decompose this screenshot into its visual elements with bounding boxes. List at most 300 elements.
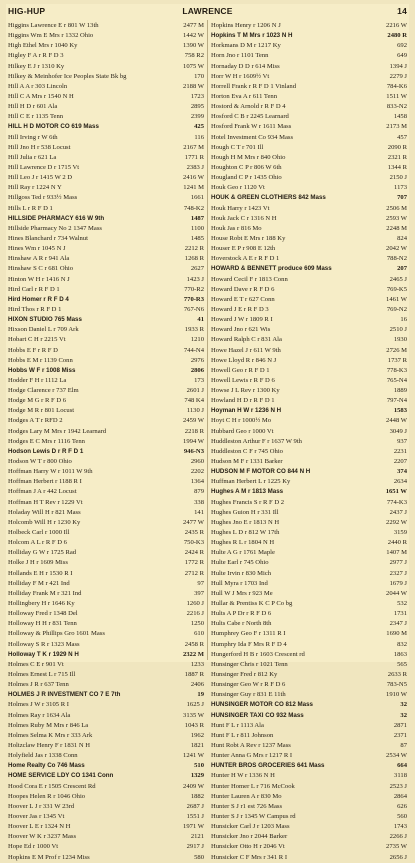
listing-name: Home Realty Co 746 Mass xyxy=(8,762,85,770)
listing-entry xyxy=(8,214,204,224)
listing-name: Hull W J Mrs r 923 Me xyxy=(211,589,273,597)
listing-name: Hunter Lauren A r 830 Mo xyxy=(211,792,282,800)
listing-phone: 2534 W xyxy=(386,752,407,760)
listing-entry xyxy=(8,163,204,173)
listing-name: Hill Lawrence D r 1715 Vt xyxy=(8,163,80,171)
listing-entry xyxy=(211,315,407,325)
listing-name: HILL H D MOTOR CO 619 Mass xyxy=(8,123,99,131)
listing-phone: 1241 W xyxy=(183,752,204,760)
listing-entry xyxy=(211,173,407,183)
listing-phone: 2248 M xyxy=(386,224,407,232)
listing-entry xyxy=(211,558,407,568)
listing-entry xyxy=(211,569,407,579)
listing-entry xyxy=(8,569,204,579)
listing-phone: 2477 M xyxy=(183,22,204,29)
listing-phone: 1994 W xyxy=(183,437,204,445)
listing-entry xyxy=(211,457,407,467)
listing-phone: 2656 J xyxy=(389,853,407,861)
listing-entry xyxy=(8,538,204,548)
listing-entry xyxy=(211,822,407,832)
listing-name: Howland H D r R F D 1 xyxy=(211,397,275,405)
listing-entry xyxy=(8,518,204,528)
listing-phone: 2292 W xyxy=(386,518,407,526)
listing-phone: 770-R2 xyxy=(184,285,204,293)
listing-entry xyxy=(8,62,204,72)
listing-name: Holmes J R r 637 Tenn xyxy=(8,681,69,689)
listing-phone: 767-N6 xyxy=(183,305,204,313)
listing-phone: 824 xyxy=(397,234,407,242)
listing-phone: 2347 J xyxy=(389,620,407,628)
listing-phone: 2477 W xyxy=(183,518,204,526)
listing-phone: 610 xyxy=(194,630,204,638)
listing-phone: 2406 xyxy=(190,681,204,689)
listing-name: Hoverstock A E r R F D 1 xyxy=(211,255,280,263)
listing-entry xyxy=(211,447,407,457)
listing-name: Horr W H r 1609½ Vt xyxy=(211,72,270,80)
listing-entry xyxy=(211,589,407,599)
listing-name: Hoover Jas r 1345 Vt xyxy=(8,812,65,820)
listing-entry xyxy=(211,112,407,122)
listing-entry xyxy=(8,264,204,274)
listing-name: Howard E T r 627 Conn xyxy=(211,295,275,303)
listing-phone: 2627 xyxy=(190,265,204,273)
listing-name: Hough C T r 701 Ill xyxy=(211,143,264,151)
listing-entry xyxy=(211,224,407,234)
listing-entry xyxy=(8,690,204,700)
listing-entry xyxy=(8,832,204,842)
listing-entry xyxy=(8,467,204,477)
listing-entry xyxy=(8,558,204,568)
listing-entry xyxy=(211,467,407,477)
listing-entry xyxy=(8,427,204,437)
listing-entry xyxy=(211,842,407,852)
listing-entry xyxy=(211,619,407,629)
listing-entry xyxy=(8,680,204,690)
listing-name: Hilkey & Meinhofer Ice Peoples State Bk bg xyxy=(8,72,127,80)
listing-phone: 2523 J xyxy=(389,782,407,790)
listing-phone: 2042 W xyxy=(386,245,407,253)
listing-name: Hollingbery H r 1646 Ky xyxy=(8,600,75,608)
listing-name: Hodson Lewis D r R F D 1 xyxy=(8,447,84,455)
listing-phone: 1971 W xyxy=(183,823,204,831)
listing-name: Hill Irving r W 6th xyxy=(8,133,58,141)
listing-phone: 2593 W xyxy=(386,214,407,222)
listing-name: Hoover L J r 331 W 23rd xyxy=(8,802,75,810)
listing-phone: 2207 xyxy=(393,458,407,466)
listing-entry xyxy=(211,285,407,295)
listing-name: Holcom A L r R F D 6 xyxy=(8,539,67,547)
listing-name: HUDSON M F MOTOR CO 844 N H xyxy=(211,468,311,476)
listing-name: Hougland C P r 1435 Ohio xyxy=(211,174,282,182)
listing-name: Hodge M R r 801 Locust xyxy=(8,407,75,415)
listing-name: Houk Geo r 1120 Vt xyxy=(211,184,265,192)
listing-entry xyxy=(8,629,204,639)
listing-entry xyxy=(211,305,407,315)
listing-name: Huffman Herbert L r 1225 Ky xyxy=(211,478,291,486)
listing-entry xyxy=(211,802,407,812)
listing-name: Howard Cecil F r 1813 Conn xyxy=(211,275,288,283)
listing-name: Horton Eva A r 611 Tenn xyxy=(211,92,278,100)
listing-name: Hunsinger Guy r 831 E 11th xyxy=(211,691,286,699)
listing-phone: 1551 J xyxy=(186,812,204,820)
listing-entry xyxy=(8,711,204,721)
listing-entry xyxy=(211,528,407,538)
listing-entry xyxy=(8,508,204,518)
listing-entry xyxy=(211,204,407,214)
listing-name: HUNSINGER TAXI CO 932 Mass xyxy=(211,711,304,719)
listing-name: Hill Ray r 1224 N Y xyxy=(8,184,62,192)
page-number: 14 xyxy=(397,6,407,16)
listing-name: HILLSIDE PHARMACY 616 W 9th xyxy=(8,214,105,222)
listing-phone: 744-N4 xyxy=(183,346,204,354)
listing-entry xyxy=(8,133,204,143)
listing-name: Hodge Clarence r 737 Elm xyxy=(8,387,79,395)
listing-phone: 2044 W xyxy=(386,589,407,597)
listing-phone: 16 xyxy=(400,316,407,324)
listing-phone: 2327 J xyxy=(389,569,407,577)
listing-name: Hunsinger Geo W r R F D 6 xyxy=(211,681,286,689)
listing-name: Holliday G W r 1725 Rad xyxy=(8,549,77,557)
listing-name: Hillside Pharmacy No 2 1347 Mass xyxy=(8,224,102,232)
listing-phone: 1130 J xyxy=(186,407,204,415)
listing-entry xyxy=(211,629,407,639)
listing-entry xyxy=(211,376,407,386)
listing-phone: 748-K2 xyxy=(183,204,204,212)
listing-name: Hornaday D D r 614 Miss xyxy=(211,62,280,70)
listing-name: Hunsicker C F Mrs r 341 R I xyxy=(211,853,288,861)
listing-name: Hunsicker Carl J r 1203 Mass xyxy=(211,823,290,831)
listing-entry xyxy=(211,792,407,802)
listing-phone: 784-K6 xyxy=(386,82,407,90)
listing-entry xyxy=(211,133,407,143)
listing-phone: 2090 R xyxy=(387,143,407,151)
listing-entry xyxy=(211,731,407,741)
listing-entry xyxy=(211,538,407,548)
listing-phone: 649 xyxy=(397,52,407,60)
listing-phone: 2510 J xyxy=(389,326,407,334)
listing-name: Humphrey Geo F r 1311 R I xyxy=(211,630,286,638)
listing-phone: 1743 xyxy=(393,823,407,831)
listing-phone: 2383 J xyxy=(186,163,204,171)
listing-name: Hughes Guion H r 331 Ill xyxy=(211,508,279,516)
listing-phone: 1173 xyxy=(394,184,407,192)
listing-entry xyxy=(8,92,204,102)
listing-phone: 1458 xyxy=(393,113,407,121)
listing-entry xyxy=(211,660,407,670)
listing-entry xyxy=(8,670,204,680)
listing-phone: 2895 xyxy=(190,103,204,111)
listing-name: Hopkins E M Prof r 1234 Miss xyxy=(8,853,90,861)
listing-entry xyxy=(8,822,204,832)
listing-name: Hill C E r 1135 Tenn xyxy=(8,113,64,121)
listing-entry xyxy=(8,731,204,741)
listing-entry xyxy=(8,406,204,416)
listing-name: Hulte Irvin r 830 Mich xyxy=(211,569,272,577)
listing-name: Hilkey E J r 1310 Ky xyxy=(8,62,65,70)
listing-entry xyxy=(211,41,407,51)
right-column xyxy=(211,21,407,863)
listing-name: Holloway Fred r 1348 Del xyxy=(8,610,78,618)
listing-entry xyxy=(211,721,407,731)
listing-name: Holliday F M r 421 Ind xyxy=(8,579,70,587)
listing-entry xyxy=(211,92,407,102)
listing-name: Hosford Frank W r 1611 Mass xyxy=(211,123,292,131)
listing-phone: 1962 xyxy=(190,731,204,739)
listing-entry xyxy=(8,782,204,792)
listing-name: Humphry Ida F Mrs R F D 4 xyxy=(211,640,287,648)
listing-entry xyxy=(211,346,407,356)
listing-name: Holmes Ruby M Mrs r 846 La xyxy=(8,721,89,729)
listing-phone: 1583 xyxy=(393,407,407,415)
listing-phone: 748 K4 xyxy=(184,397,204,405)
listing-name: Hull Myra r 1703 Ind xyxy=(211,579,268,587)
listing-phone: 2864 xyxy=(393,792,407,800)
listing-phone: 2601 J xyxy=(186,387,204,395)
listing-name: Howard J E r R F D 3 xyxy=(211,305,269,313)
listing-phone: 2216 J xyxy=(186,610,204,618)
listing-name: Howe Lloyd R r 846 N J xyxy=(211,356,277,364)
listing-name: Hoover L E r 1324 N H xyxy=(8,823,71,831)
listing-phone: 778-K3 xyxy=(386,366,407,374)
listing-phone: 2321 R xyxy=(387,153,407,161)
listing-entry xyxy=(211,356,407,366)
listing-name: Hulte Earl r 745 Ohio xyxy=(211,559,269,567)
listing-entry xyxy=(211,437,407,447)
listing-phone: 879 xyxy=(194,488,204,496)
listing-name: Holliday Frank M r 321 Ind xyxy=(8,589,82,597)
listing-entry xyxy=(211,751,407,761)
listing-entry xyxy=(211,680,407,690)
listing-name: Houk Jas r 816 Mo xyxy=(211,224,262,232)
listing-entry xyxy=(211,72,407,82)
listing-name: Holloway S R r 1323 Mass xyxy=(8,640,80,648)
listing-phone: 1930 xyxy=(393,336,407,344)
listing-phone: 1442 W xyxy=(183,32,204,40)
listing-entry xyxy=(8,254,204,264)
listing-phone: 2399 xyxy=(190,113,204,121)
listing-phone: 532 xyxy=(397,600,407,608)
listing-entry xyxy=(211,782,407,792)
listing-name: Hill Leo J r 1415 W 2 D xyxy=(8,174,73,182)
listing-name: Hixson Daniel L r 709 Ark xyxy=(8,326,79,334)
listing-phone: 2977 J xyxy=(389,559,407,567)
listing-name: Hobart C H r 2215 Vt xyxy=(8,336,66,344)
listing-phone: 141 xyxy=(194,508,204,516)
listing-phone: 1882 xyxy=(190,792,204,800)
listing-phone: 1390 W xyxy=(183,42,204,50)
listing-name: Hoopes Helen R r 1046 Ohio xyxy=(8,792,86,800)
listing-entry xyxy=(8,21,204,31)
listing-entry xyxy=(211,741,407,751)
listing-phone: 707 xyxy=(397,194,407,202)
listing-phone: 397 xyxy=(194,589,204,597)
listing-phone: 2960 xyxy=(190,458,204,466)
listing-name: Howell Geo r R F D 1 xyxy=(211,366,270,374)
listing-phone: 750-K3 xyxy=(183,539,204,547)
listing-phone: 626 xyxy=(397,802,407,810)
listing-entry xyxy=(8,356,204,366)
listing-entry xyxy=(211,386,407,396)
listing-phone: 1772 R xyxy=(184,559,204,567)
directory-page xyxy=(6,4,409,861)
listing-phone: 769-N2 xyxy=(386,305,407,313)
listing-name: Hill C A Mrs r 1540 N H xyxy=(8,92,74,100)
listing-name: Hulte A G r 1761 Maple xyxy=(211,549,275,557)
listing-phone: 1933 R xyxy=(184,326,204,334)
listing-entry xyxy=(8,477,204,487)
listing-name: Houghton C P r 806 W 6th xyxy=(211,163,282,171)
listing-entry xyxy=(211,31,407,41)
listing-entry xyxy=(8,335,204,345)
listing-entry xyxy=(8,599,204,609)
listing-phone: 3118 xyxy=(394,772,407,780)
listing-phone: 2173 M xyxy=(386,123,407,131)
listing-entry xyxy=(8,579,204,589)
listing-entry xyxy=(8,487,204,497)
listing-phone: 1661 xyxy=(190,194,204,202)
listing-name: Higley F A r R F D 3 xyxy=(8,52,64,60)
listing-entry xyxy=(8,548,204,558)
listing-phone: 3135 W xyxy=(183,711,204,719)
listing-name: HIXON STUDIO 765 Mass xyxy=(8,316,82,324)
listing-name: Hodges E C Mrs r 1116 Tenn xyxy=(8,437,85,445)
listing-name: Hinton W H r 1416 N J xyxy=(8,275,70,283)
listing-phone: 207 xyxy=(397,265,407,273)
listing-phone: 1651 W xyxy=(385,488,407,496)
listing-phone: 2735 W xyxy=(386,843,407,851)
listing-entry xyxy=(211,295,407,305)
listing-phone: 338 xyxy=(194,498,204,506)
listing-name: Hunter Homer L r 716 McCook xyxy=(211,782,295,790)
listing-phone: 1250 xyxy=(190,620,204,628)
column-divider xyxy=(207,20,208,660)
listing-name: HUNSINGER MOTOR CO 812 Mass xyxy=(211,701,314,709)
listing-name: Howe Hazel J r 611 W 9th xyxy=(211,346,281,354)
listing-entry xyxy=(8,102,204,112)
listing-phone: 19 xyxy=(197,691,204,699)
listing-phone: 2150 J xyxy=(389,174,407,182)
listing-phone: 832 xyxy=(397,640,407,648)
listing-entry xyxy=(211,51,407,61)
listing-entry xyxy=(211,771,407,781)
listing-entry xyxy=(211,690,407,700)
listing-phone: 2202 xyxy=(190,468,204,476)
listing-phone: 32 xyxy=(400,711,407,719)
listing-phone: 2212 R xyxy=(184,245,204,253)
listing-entry xyxy=(8,619,204,629)
listing-phone: 2712 R xyxy=(184,569,204,577)
listing-entry xyxy=(211,21,407,31)
listing-entry xyxy=(8,650,204,660)
listing-phone: 116 xyxy=(194,133,204,141)
listing-phone: 97 xyxy=(197,579,204,587)
listing-entry xyxy=(8,153,204,163)
page-header xyxy=(6,4,409,18)
listing-phone: 1043 R xyxy=(184,721,204,729)
listing-name: Howard J W r 1809 R I xyxy=(211,316,273,324)
listing-name: Hunt Robt A Rev r 1237 Mass xyxy=(211,741,291,749)
listing-phone: 1887 R xyxy=(184,671,204,678)
listing-entry xyxy=(8,234,204,244)
listing-name: HOWARD & BENNETT produce 609 Mass xyxy=(211,265,332,273)
listing-name: Hines Wm r 1045 N J xyxy=(8,245,66,253)
listing-entry xyxy=(8,396,204,406)
listing-name: Hughes R L r 1804 N H xyxy=(211,539,275,547)
listing-phone: 1511 W xyxy=(386,92,407,100)
listing-entry xyxy=(8,660,204,670)
listing-entry xyxy=(8,640,204,650)
listing-phone: 2188 W xyxy=(183,82,204,90)
listing-entry xyxy=(211,325,407,335)
listing-name: Hunsinger Chris r 1021 Tenn xyxy=(211,660,288,668)
listing-entry xyxy=(8,305,204,315)
listing-name: Hotel Investment Co 934 Mass xyxy=(211,133,294,141)
listing-phone: 788-N2 xyxy=(386,255,407,263)
listing-entry xyxy=(8,457,204,467)
listing-entry xyxy=(211,508,407,518)
listing-name: Horkmans D M r 1217 Ky xyxy=(211,42,281,50)
listing-name: Holaday Will H r 821 Mass xyxy=(8,508,81,516)
listing-name: Holloway & Phillips Gro 1601 Mass xyxy=(8,630,105,638)
listing-name: Hunt F L r 811 Johnson xyxy=(211,731,274,739)
listing-name: Holke J H r 1609 Miss xyxy=(8,559,68,567)
listing-entry xyxy=(211,609,407,619)
listing-entry xyxy=(8,751,204,761)
listing-entry xyxy=(211,670,407,680)
listing-entry xyxy=(211,264,407,274)
listing-name: Holmes Selma K Mrs r 333 Ark xyxy=(8,731,93,739)
listing-phone: 946-N3 xyxy=(183,447,204,455)
listing-phone: 2459 W xyxy=(183,417,204,425)
listing-entry xyxy=(211,812,407,822)
listing-phone: 2216 W xyxy=(386,22,407,29)
listing-phone: 758 R2 xyxy=(184,52,204,60)
listing-name: Hughes Jno E r 1813 N H xyxy=(211,518,280,526)
listing-phone: 87 xyxy=(400,741,407,749)
listing-phone: 425 xyxy=(194,123,204,131)
listing-name: Hoffman Herbert r 1188 R I xyxy=(8,478,82,486)
listing-phone: 580 xyxy=(194,853,204,861)
listing-entry xyxy=(8,112,204,122)
listing-phone: 692 xyxy=(397,42,407,50)
listing-entry xyxy=(211,183,407,193)
listing-name: Hope Ed r 1000 Vt xyxy=(8,843,59,851)
listing-phone: 374 xyxy=(397,468,407,476)
listing-phone: 1407 M xyxy=(386,549,407,557)
listing-phone: 2424 R xyxy=(184,549,204,557)
listing-entry xyxy=(211,122,407,132)
listing-name: Hunsicker Jno r 2044 Barker xyxy=(211,833,288,841)
listing-entry xyxy=(8,447,204,457)
listing-entry xyxy=(211,102,407,112)
listing-name: Hughes Francis S r R F D 2 xyxy=(211,498,285,506)
listing-name: Hosford C B r 2245 Learnard xyxy=(211,113,289,121)
listing-phone: 769-K5 xyxy=(386,285,407,293)
listing-phone: 1771 R xyxy=(184,153,204,161)
listing-name: Hobbs E F r R F D xyxy=(8,346,58,354)
listing-phone: 2726 M xyxy=(386,346,407,354)
listing-phone: 2409 W xyxy=(183,782,204,790)
listing-name: Hodges Lary M Mrs r 1942 Learnard xyxy=(8,427,107,435)
listing-entry xyxy=(8,376,204,386)
listing-name: House Robt E Mrs r 188 Ky xyxy=(211,234,286,242)
listing-name: Hubbard Geo r 1000 Vt xyxy=(211,427,274,435)
listing-phone: 1100 xyxy=(191,224,204,232)
listing-entry xyxy=(8,325,204,335)
listing-name: Hoffman Harry W r 1011 W 9th xyxy=(8,468,93,476)
header-city: LAWRENCE xyxy=(182,6,233,16)
listing-entry xyxy=(211,477,407,487)
